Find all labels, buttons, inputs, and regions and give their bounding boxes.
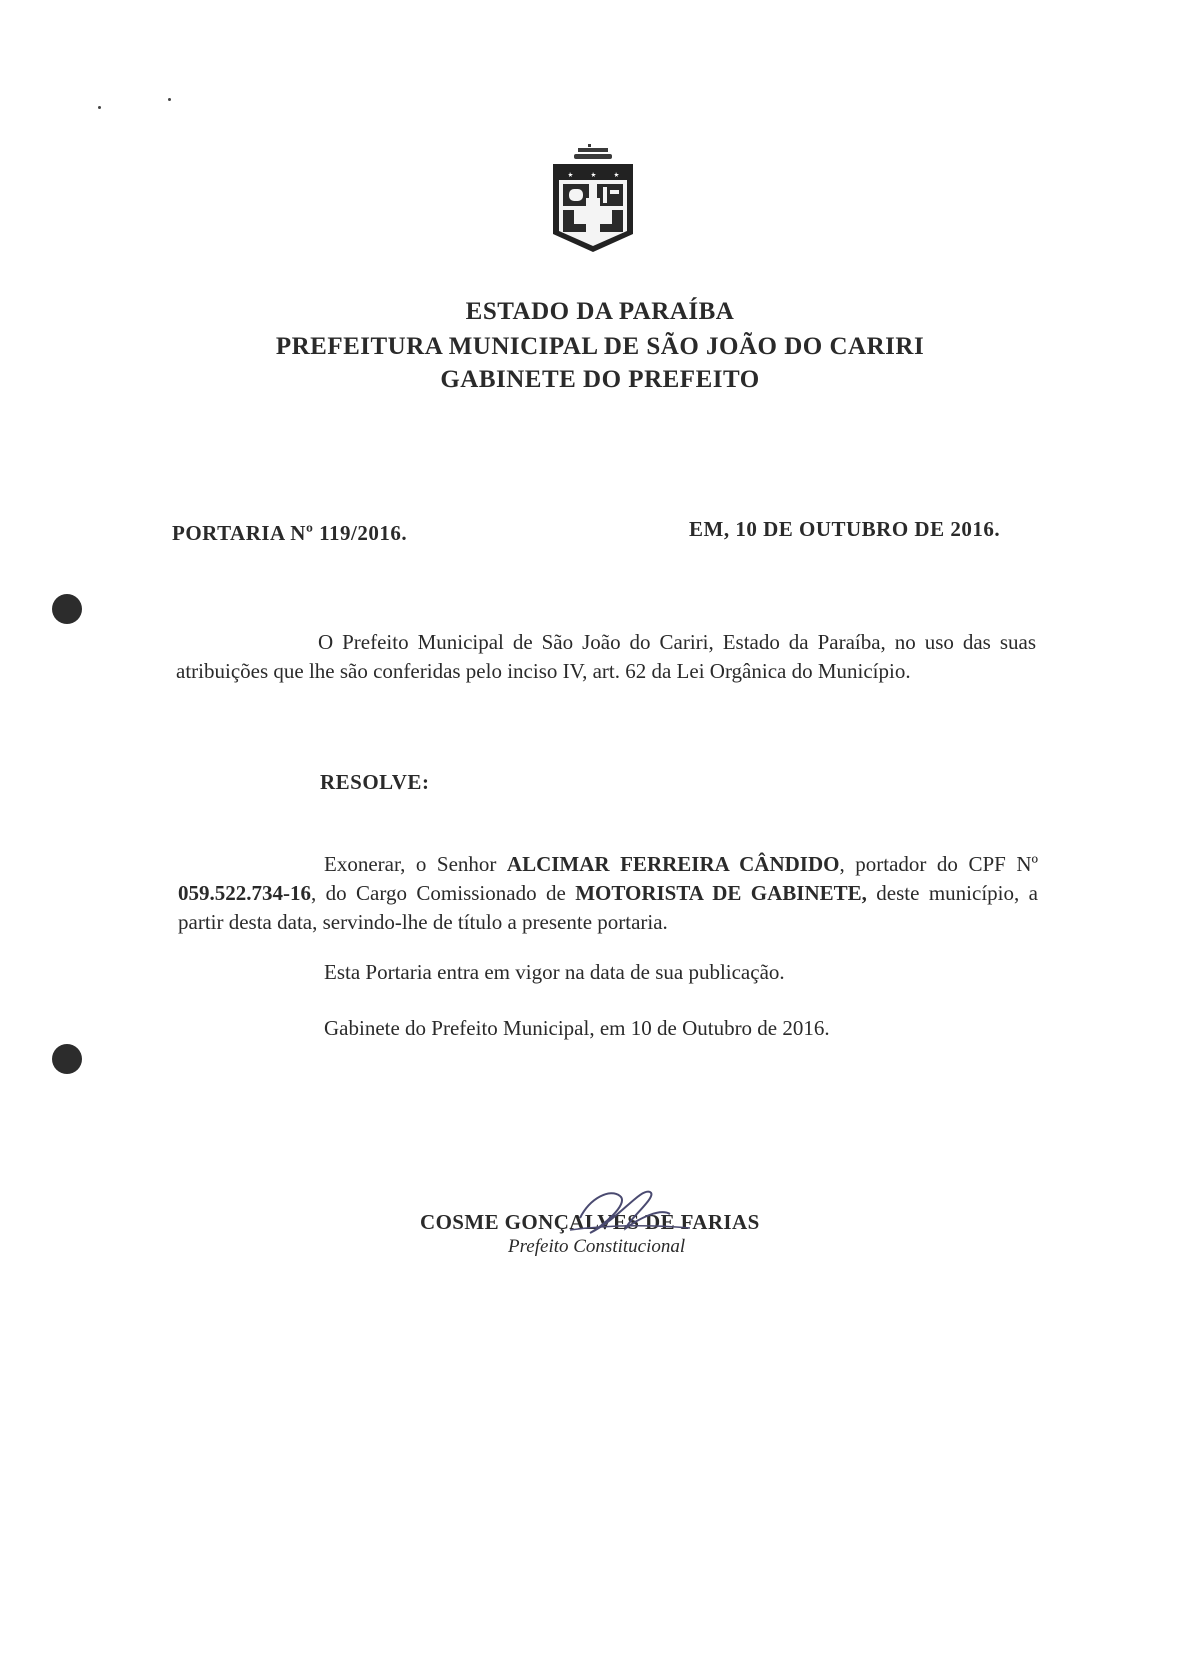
resolution-text: , do Cargo Comissionado de bbox=[311, 881, 576, 905]
portaria-number: PORTARIA Nº 119/2016. bbox=[172, 521, 408, 545]
header-state: ESTADO DA PARAÍBA bbox=[465, 298, 735, 325]
resolution-text: Exonerar, o Senhor bbox=[324, 852, 507, 876]
header-prefeitura: PREFEITURA MUNICIPAL DE SÃO JOÃO DO CARIRI bbox=[275, 333, 925, 360]
closing-line: Gabinete do Prefeito Municipal, em 10 de Outubro de 2016. bbox=[324, 1016, 830, 1040]
scan-speck bbox=[168, 98, 171, 101]
punch-hole bbox=[52, 1044, 82, 1074]
resolution-text: , portador do CPF Nº bbox=[839, 852, 1039, 876]
signatory-title: Prefeito Constitucional bbox=[508, 1236, 686, 1257]
signatory-name: COSME GONÇALVES DE FARIAS bbox=[420, 1210, 760, 1234]
resolution-text: deste município, a partir desta data, servindo-lhe de título a presente portaria. bbox=[178, 881, 1038, 934]
cpf-number: 059.522.734-16 bbox=[178, 881, 311, 905]
employee-name: ALCIMAR FERREIRA CÂNDIDO bbox=[506, 852, 840, 876]
resolve-heading: RESOLVE: bbox=[320, 770, 430, 794]
punch-hole bbox=[52, 594, 82, 624]
resolution-paragraph bbox=[178, 850, 1038, 937]
coat-of-arms-icon bbox=[548, 142, 638, 254]
handwritten-signature-icon bbox=[560, 1178, 700, 1258]
document-date: EM, 10 DE OUTUBRO DE 2016. bbox=[689, 517, 1001, 541]
job-title: MOTORISTA DE GABINETE, bbox=[575, 881, 867, 905]
intro-paragraph: O Prefeito Municipal de São João do Cariri, Estado da Paraíba, no uso das suas atribuições que lhe são conferidas pelo inciso IV, art. 62 da Lei Orgânica do Município. bbox=[176, 630, 1036, 683]
effective-clause: Esta Portaria entra em vigor na data de sua publicação. bbox=[324, 960, 785, 984]
header-gabinete: GABINETE DO PREFEITO bbox=[440, 366, 760, 393]
scan-speck bbox=[98, 106, 101, 109]
